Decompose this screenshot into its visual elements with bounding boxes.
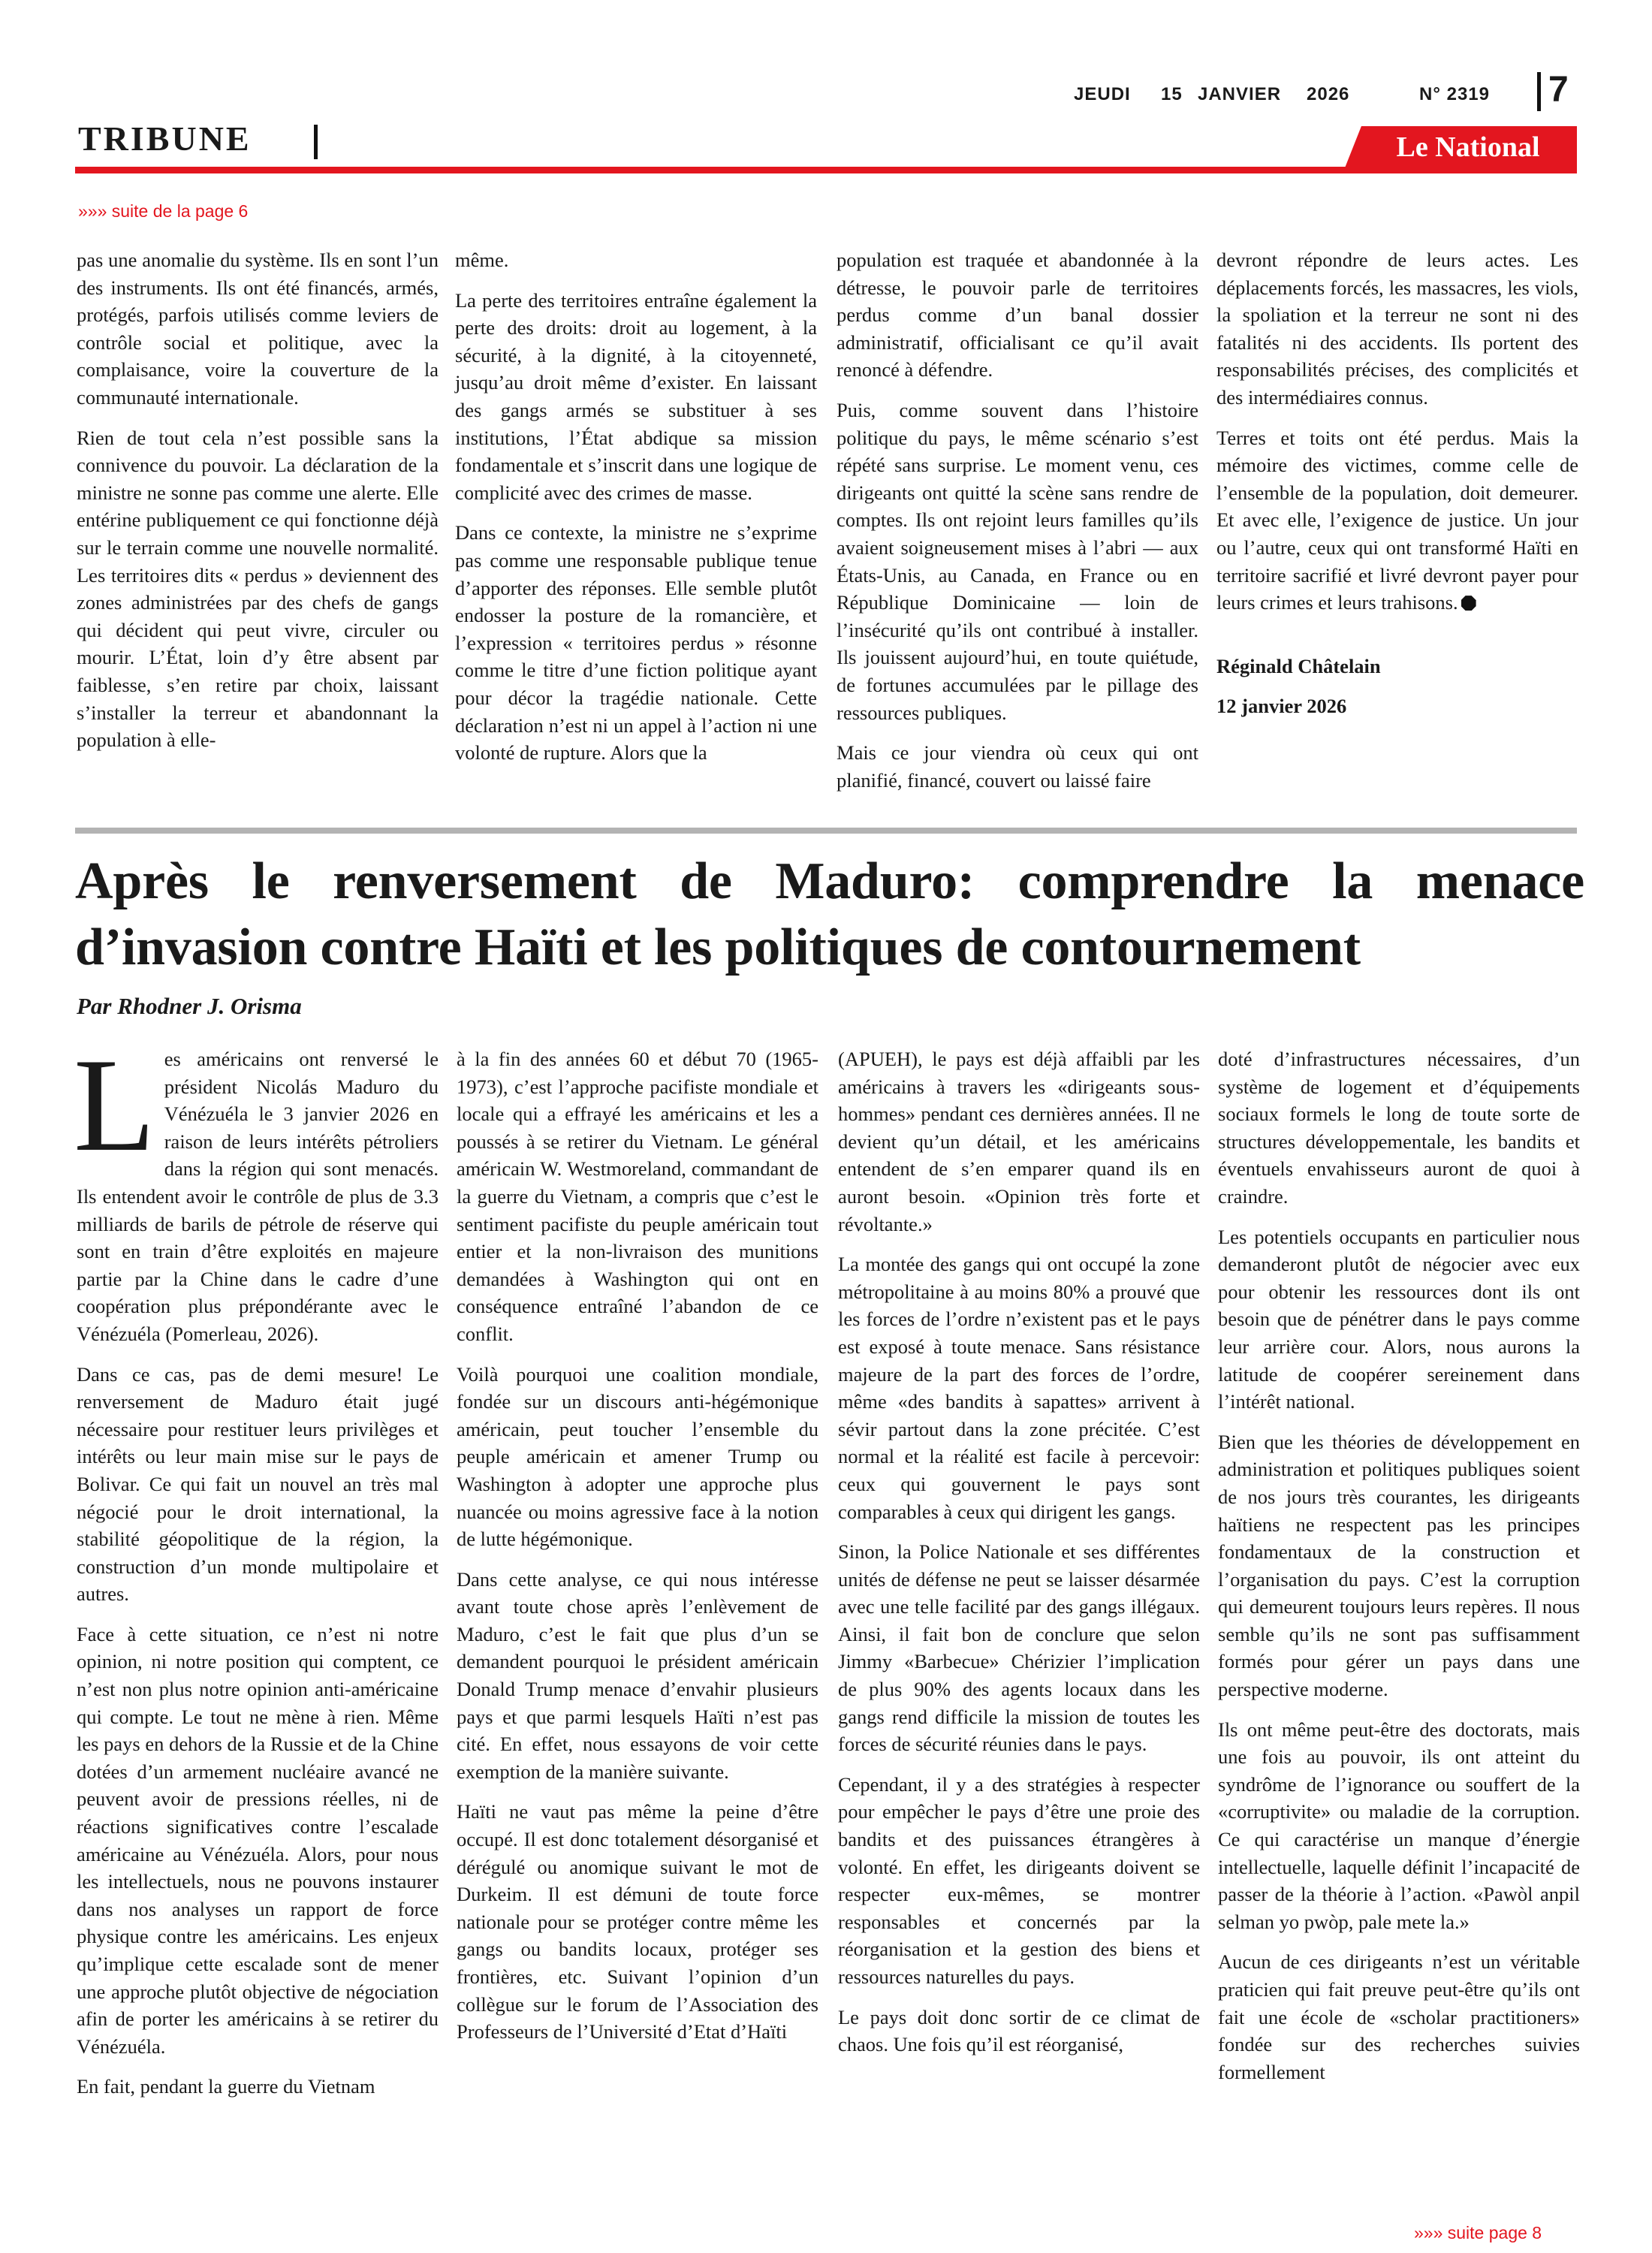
paragraph: Aucun de ces dirigeants n’est un véritable praticien qui fait preuve peut-être qu’ils ont fait une école de «scholar practitioners» fondée sur des recherches suivies formellement [1218, 1950, 1580, 2083]
paragraph: Les potentiels occupants en particulier nous demanderont plutôt de négocier avec eux pour obtenir les ressources dont ils ont besoin que de pénétrer dans le pays comme leur arrière cour. Alors, nous aurons la latitude de coopérer sereinement dans l’intérêt national. [1218, 1225, 1580, 1413]
page-number-rule [1537, 72, 1541, 111]
article-column-1 [74, 1030, 439, 2113]
paragraph: La montée des gangs qui ont occupé la zone métropolitaine à au moins 80% a prouvé que les forces de l’ordre n’existent pas et le pays est exposé à toute menace. Sans résistance majeure de la part des forces de l’ordre, même «des bandits à sapattes» arrivent à sévir partout dans la zone précitée. C’est normal et la réalité est facile à percevoir: ceux qui gouvernent le pays sont comparables à ceux qui dirigent les gangs. [838, 1253, 1200, 1523]
paragraph: Sinon, la Police Nationale et ses différentes unités de défense ne peut se laisser désarmée avec une telle facilité par des gangs illégaux. Ainsi, il fait bon de conclure que selon Jimmy «Barbecue» Chérizier l’implication de plus 90% des agents locaux dans les gangs rend difficile la mission de toutes les forces de sécurité réunies dans le pays. [838, 1540, 1200, 1756]
end-mark-icon [1461, 596, 1476, 611]
article-column-4 [1218, 1045, 1580, 2098]
brand-name: Le National [1396, 131, 1540, 163]
continued-from-link[interactable]: »»» suite de la page 6 [78, 201, 249, 221]
paragraph: La perte des territoires entraîne également la perte des droits: droit au logement, à la sécurité, à la dignité, à la citoyenneté, jusqu’au droit même d’exister. En laissant des gangs armés se substituer à ses institutions, l’État abdique sa mission fondamentale et s’inscrit dans une logique de complicité avec des crimes de masse. [455, 288, 817, 504]
article-column-2 [457, 1045, 818, 2058]
paragraph: Haïti ne vaut pas même la peine d’être occupé. Il est donc totalement désorganisé et dérégulé ou anomique suivant le mot de Durkeim. Il est démuni de toute force nationale pour se protéger contre même les gangs ou bandits locaux, protéger ses frontières, etc. Suivant l’opinion d’un collègue sur le forum de l’Association des Professeurs de l’Université d’Etat d’Haïti [457, 1800, 818, 2043]
lead-paragraph [74, 1030, 439, 1348]
paragraph: (APUEH), le pays est déjà affaibli par les américains à travers les «dirigeants sous-hommes» pendant ces dernières années. Il ne devient qu’un détail, et les américains entendent de s’en emparer quand ils en auront besoin. «Opinion très forte et révoltante.» [838, 1048, 1200, 1235]
paragraph-text: Terres et toits ont été perdus. Mais la mémoire des victimes, comme celle de l’ensemble de la population, doit demeurer. Et avec elle, l’exigence de justice. Un jour ou l’autre, ceux qui ont transformé Haïti en territoire sacrifié et livré devront payer pour leurs crimes et leurs trahisons. [1216, 426, 1578, 614]
tribune-column-4 [1216, 246, 1578, 733]
paragraph-text: es américains ont renversé le président Nicolás Maduro du Vénézuéla le 3 janvier 2026 en raison de leurs intérêts pétroliers dans la région qui sont menacés. Ils entendent avoir le contrôle de plus de 3.3 milliards de barils de pétrole de réserve qui sont en train d’être exploités en majeure partie par la Chine dans le cadre d’une coopération plus prépondérante avec le Vénézuéla (Pomerleau, 2026). [77, 1048, 439, 1345]
paragraph: à la fin des années 60 et début 70 (1965-1973), c’est l’approche pacifiste mondiale et locale qui a effrayé les américains et les a poussés à se retirer du Vietnam. Le général américain W. Westmoreland, commandant de la guerre du Vietnam, a compris que c’est le sentiment pacifiste du peuple américain tout entier et la non-livraison des munitions demandées à Washington qui ont en conséquence entraîné l’abandon de ce conflit. [457, 1048, 818, 1345]
paragraph: doté d’infrastructures nécessaires, d’un système de logement et d’équipements sociaux formels le long de toute sorte de structures développementale, les bandits et éventuels envahisseurs auront de quoi à craindre. [1218, 1048, 1580, 1208]
section-label: TRIBUNE [78, 119, 252, 158]
paragraph: Le pays doit donc sortir de ce climat de chaos. Une fois qu’il est réorganisé, [838, 2005, 1200, 2056]
paragraph: Ils ont même peut-être des doctorats, mais une fois au pouvoir, ils ont atteint du syndrôme de l’ignorance ou souffert de la «corruptivite» ou maladie de la corruption. Ce qui caractérise un manque d’énergie intellectuelle, laquelle définit l’incapacité de passer de la théorie à l’action. «Pawòl anpil selman yo pwòp, pale mete la.» [1218, 1718, 1580, 1933]
signature-date: 12 janvier 2026 [1216, 695, 1347, 718]
author-signature: Réginald Châtelain [1216, 654, 1381, 677]
date-weekday: JEUDI [1074, 84, 1131, 104]
byline: Par Rhodner J. Orisma [77, 993, 302, 1019]
paragraph: Voilà pourquoi une coalition mondiale, fondée sur un discours anti-hégémonique américain, peut toucher l’ensemble du peuple américain et amener Trump ou Washington à adopter une approche plus nuancée ou moins agressive face à la notion de lutte hégémonique. [457, 1362, 818, 1551]
paragraph: pas une anomalie du système. Ils en sont l’un des instruments. Ils ont été financés, armés, protégés, parfois utilisés comme leviers de contrôle social et politique, avec la complaisance, voire la couverture de la communauté internationale. [77, 249, 439, 409]
tribune-column-1 [77, 246, 439, 767]
paragraph: Puis, comme souvent dans l’histoire politique du pays, le même scénario s’est répété sans surprise. Le moment venu, ces dirigeants ont quitté la scène sans rendre de comptes. Ils ont rejoint leurs familles qu’ils avaient soigneusement mises à l’abri — aux États-Unis, au Canada, en France ou en République Dominicaine — loin de l’insécurité qu’ils ont contribué à installer. Ils jouissent aujourd’hui, en toute quiétude, de fortunes accumulées par le pillage des ressources publiques. [837, 398, 1198, 724]
paragraph: En fait, pendant la guerre du Vietnam [77, 2075, 375, 2098]
paragraph: Dans cette analyse, ce qui nous intéresse avant toute chose après l’enlèvement de Maduro, c’est le fait que plus d’un se demandent pourquoi le président américain Donald Trump menace d’envahir plusieurs pays et que parmi lesquels Haïti n’est pas cité. En effet, nous essayons de voir cette exemption de la manière suivante. [457, 1567, 818, 1783]
dateline [1074, 84, 1554, 114]
paragraph: Cependant, il y a des stratégies à respecter pour empêcher le pays d’être une proie des bandits et des puissances étrangères à volonté. En effet, les dirigeants doivent se respecter eux-mêmes, se montrer responsables et concernés par la réorganisation et la gestion des biens et ressources naturelles du pays. [838, 1772, 1200, 1988]
issue-number: N° 2319 [1419, 84, 1490, 104]
paragraph: Bien que les théories de développement en administration et politiques publiques soient de nos jours très courantes, les dirigeants haïtiens ne respectent pas les principes fondamentaux de la construction et l’organisation du pays. C’est la corruption qui demeurent toujours leurs repères. Il nous semble qu’ils ne sont pas suffisamment formés pour gérer un pays dans une perspective moderne. [1218, 1430, 1580, 1701]
continued-on-link[interactable]: »»» suite page 8 [1414, 2223, 1542, 2242]
paragraph: population est traquée et abandonnée à la détresse, le pouvoir parle de territoires perdus comme d’un banal dossier administratif, officialisant ce qu’il avait renoncé à défendre. [837, 249, 1198, 382]
paragraph: Rien de tout cela n’est possible sans la connivence du pouvoir. La déclaration de la ministre ne sonne pas comme une alerte. Elle entérine publiquement ce qui fonctionne déjà sur le terrain comme une nouvelle normalité. Les territoires dits « perdus » deviennent des zones administrées par des chefs de gangs qui décident qui peut vivre, circuler ou mourir. L’État, loin d’y être absent par faiblesse, s’en retire par choix, laissant s’installer la terreur et abandonnant la population à elle- [77, 426, 439, 752]
paragraph: Dans ce contexte, la ministre ne s’exprime pas comme une responsable publique tenue d’apporter des réponses. Elle semble plutôt endosser la posture de la romancière, et l’expression « territoires perdus » résonne comme le titre d’une fiction politique ayant pour décor la tragédie nationale. Cette déclaration n’est ni un appel à l’action ni une volonté de rupture. Alors que la [455, 521, 817, 765]
date-month: JANVIER [1198, 84, 1282, 104]
drop-cap: L [74, 1030, 155, 1179]
paragraph: même. [455, 249, 509, 271]
paragraph: Mais ce jour viendra où ceux qui ont planifié, financé, couvert ou laissé faire [837, 741, 1198, 792]
article-column-3 [838, 1045, 1200, 2071]
paragraph: devront répondre de leurs actes. Les déplacements forcés, les massacres, les viols, la spoliation et la terreur ne sont ni des fatalités ni des accidents. Ils portent des responsabilités précises, des complicités et des intermédiaires connus. [1216, 249, 1578, 409]
paragraph: Dans ce cas, pas de demi mesure! Le renversement de Maduro était jugé nécessaire pour restituer leurs privilèges et intérêts ou leur main mise sur le pays de Bolivar. Ce qui fait un nouvel an très mal négocié pour le droit international, la stabilité géopolitique de la région, la construction d’un monde multipolaire et autres. [77, 1362, 439, 1606]
section-divider [314, 125, 318, 159]
article-headline: Après le renversement de Maduro: comprendre la menace d’invasion contre Haïti et les politiques de contournement [75, 852, 1584, 976]
date-year: 2026 [1307, 84, 1350, 104]
tribune-column-2 [455, 246, 817, 780]
date-day: 15 [1161, 84, 1183, 104]
page-number: 7 [1548, 70, 1569, 110]
article-divider [75, 828, 1577, 834]
paragraph: Face à cette situation, ce n’est ni notre opinion, ni notre position qui comptent, ce n’est non plus notre opinion anti-américaine qui compte. Le tout ne mène à rien. Même les pays en dehors de la Russie et de la Chine dotées d’un armement nucléaire avancé ne peuvent avoir de pressions réelles, ni de réactions significatives contre l’escalade américaine au Vénézuéla. Alors, pour nous les intellectuels, nous ne pouvons instaurer dans nos analyses un rapport de force physique contre les américains. Les enjeux qu’implique cette escalade sont de mener une approche plutôt objective de négociation afin de porter les américains à se retirer du Vénézuéla. [77, 1622, 439, 2058]
tribune-column-3 [837, 246, 1198, 807]
paragraph-last [1216, 424, 1578, 617]
